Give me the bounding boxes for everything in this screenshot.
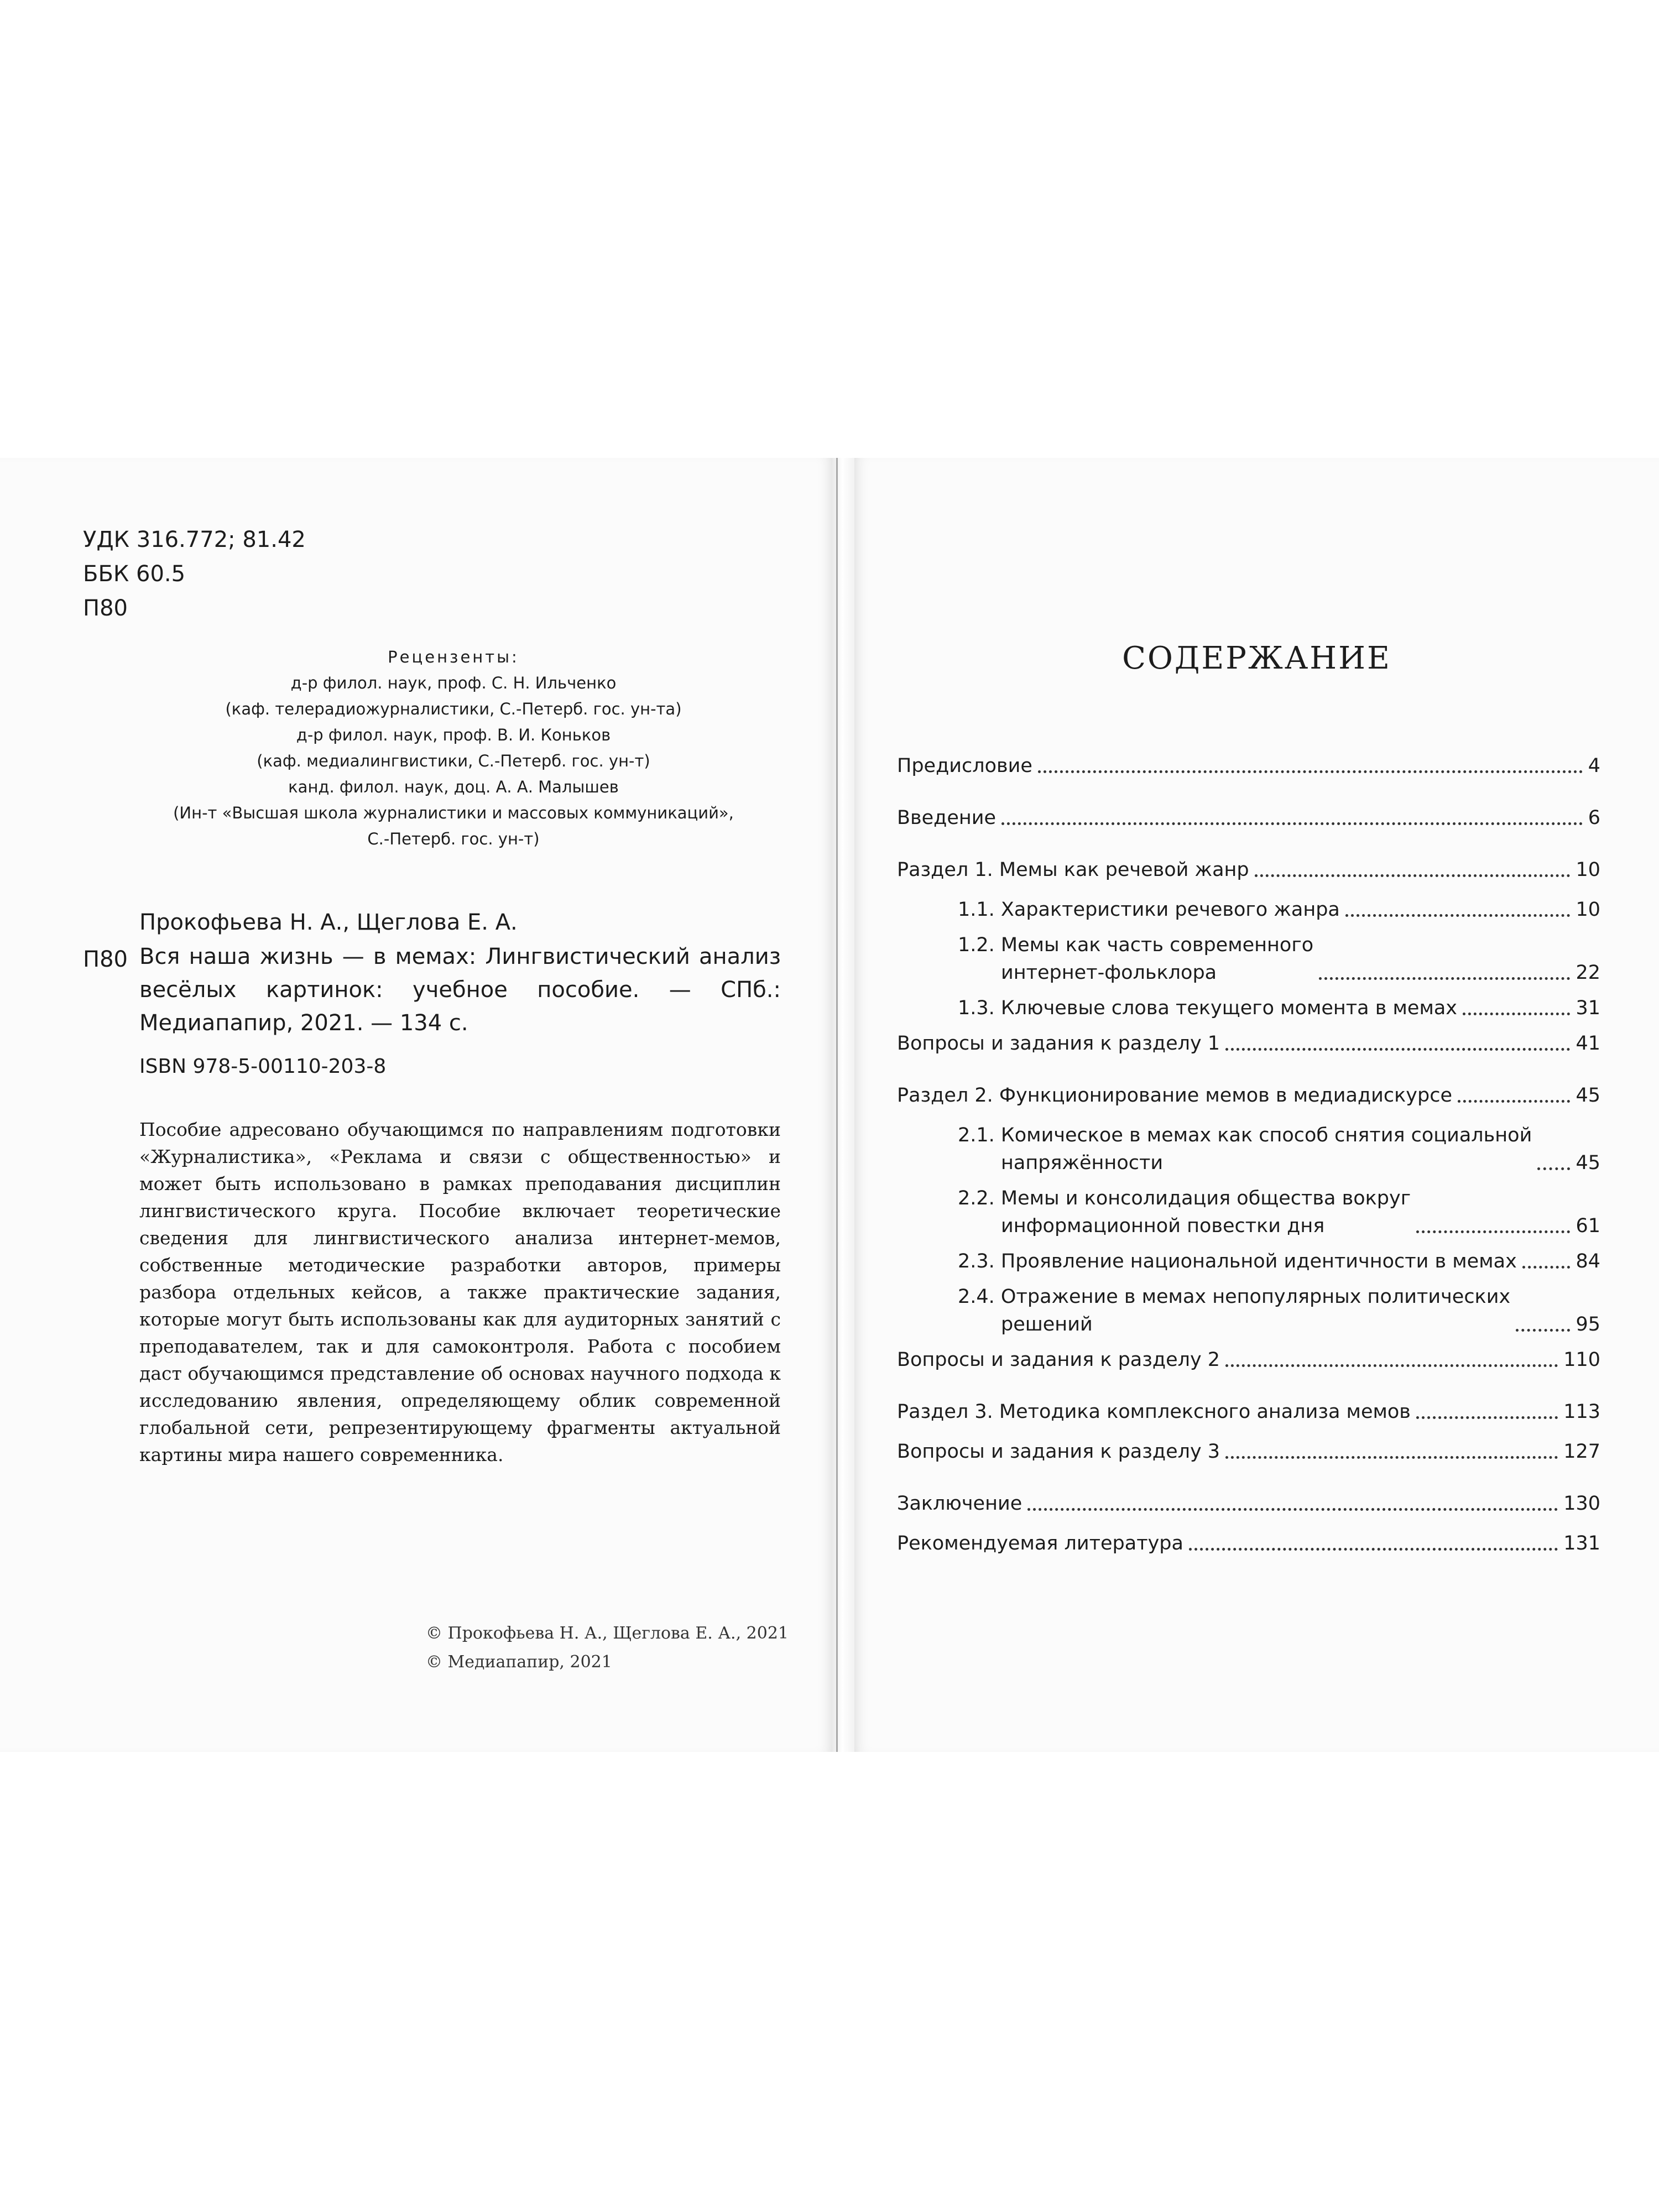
authors-heading: Прокофьева Н. А., Щеглова Е. А. [139, 910, 518, 935]
toc-entry-title [958, 931, 1313, 987]
toc-entry-line: Вопросы и задания к разделу 3 [897, 1441, 1220, 1463]
book-spine [832, 458, 854, 1752]
copyright-authors: © Прокофьева Н. А., Щеглова Е. А., 2021 [426, 1624, 789, 1643]
reviewer-line: канд. филол. наук, доц. А. А. Малышев [288, 778, 619, 796]
toc-entry-line: Раздел 3. Методика комплексного анализа мемов [897, 1401, 1411, 1423]
toc-title: СОДЕРЖАНИЕ [1122, 640, 1391, 676]
toc-leader-dots [1027, 1508, 1558, 1511]
toc-leader-dots [1189, 1548, 1558, 1551]
author-code: П80 [83, 596, 128, 621]
udk-code: УДК 316.772; 81.42 [83, 527, 306, 552]
toc-leader-dots [1255, 874, 1571, 877]
toc-entry [897, 1346, 1600, 1374]
table-of-contents [897, 752, 1600, 1557]
classification-codes [83, 523, 306, 625]
toc-page-number: 4 [1588, 755, 1600, 777]
toc-entry-title [897, 752, 1032, 780]
toc-entry-line: информационной повестки дня [1001, 1215, 1325, 1237]
catalog-code: П80 [83, 947, 128, 972]
toc-leader-dots [1416, 1416, 1558, 1419]
toc-leader-dots [1225, 1364, 1558, 1367]
toc-entry-line: 2.2. Мемы и консолидация общества вокруг [958, 1187, 1411, 1209]
toc-entry [897, 752, 1600, 780]
toc-page-number: 22 [1575, 962, 1600, 984]
toc-leader-dots [1463, 1013, 1570, 1015]
toc-leader-dots [1458, 1100, 1570, 1103]
toc-entry-title [958, 896, 1340, 924]
toc-entry-line: Раздел 1. Мемы как речевой жанр [897, 859, 1249, 881]
toc-entry [897, 1283, 1600, 1338]
toc-entry [897, 931, 1600, 987]
toc-page-number: 131 [1563, 1532, 1600, 1554]
toc-page-number: 84 [1575, 1250, 1600, 1272]
toc-entry [897, 1530, 1600, 1557]
toc-page-number: 6 [1588, 807, 1600, 829]
toc-leader-dots [1319, 977, 1570, 980]
toc-page-number: 10 [1575, 859, 1600, 881]
reviewer-line: д-р филол. наук, проф. С. Н. Ильченко [290, 674, 617, 692]
toc-entry-line: Предисловие [897, 755, 1032, 777]
toc-page-number: 110 [1563, 1349, 1600, 1371]
copyright-publisher: © Медиапапир, 2021 [426, 1652, 612, 1672]
toc-leader-dots [1416, 1230, 1570, 1233]
toc-entry [897, 896, 1600, 924]
toc-entry-title [958, 1121, 1532, 1177]
toc-entry-title [958, 1185, 1411, 1240]
toc-entry-title [897, 1438, 1220, 1465]
reviewers-block [138, 644, 769, 852]
toc-page-number: 113 [1563, 1401, 1600, 1423]
toc-leader-dots [1522, 1266, 1571, 1269]
toc-leader-dots [1225, 1048, 1570, 1051]
toc-entry-line: Раздел 2. Функционирование мемов в медиадискурсе [897, 1084, 1453, 1107]
reviewer-line: С.-Петерб. гос. ун-т) [367, 830, 540, 848]
toc-leader-dots [1345, 914, 1571, 917]
toc-page-number: 41 [1575, 1032, 1600, 1055]
reviewer-line: (каф. телерадиожурналистики, С.-Петерб. гос. ун-та) [225, 700, 682, 718]
toc-entry-title [958, 1248, 1517, 1275]
toc-entry-title [897, 804, 996, 832]
toc-page-number: 127 [1563, 1441, 1600, 1463]
toc-page-number: 10 [1575, 899, 1600, 921]
reviewer-line: д-р филол. наук, проф. В. И. Коньков [296, 726, 611, 744]
toc-leader-dots [1537, 1167, 1570, 1170]
toc-entry-title [958, 994, 1457, 1022]
toc-entry-line: интернет-фольклора [1001, 962, 1217, 984]
toc-entry [897, 1082, 1600, 1109]
toc-entry-line: напряжённости [1001, 1152, 1164, 1174]
toc-entry-title [897, 1530, 1183, 1557]
toc-entry-line: Заключение [897, 1493, 1022, 1515]
toc-entry [897, 1121, 1600, 1177]
toc-entry-title [897, 1398, 1411, 1426]
toc-leader-dots [1225, 1456, 1558, 1459]
toc-entry-line: Вопросы и задания к разделу 1 [897, 1032, 1220, 1055]
reviewer-line: (Ин-т «Высшая школа журналистики и массовых коммуникаций», [173, 804, 734, 822]
spine-shadow-line [836, 458, 838, 1752]
reviewers-heading: Рецензенты: [388, 648, 519, 666]
toc-page-number: 31 [1575, 997, 1600, 1019]
toc-entry-line: 2.3. Проявление национальной идентичности в мемах [958, 1250, 1517, 1272]
toc-entry-line: 1.2. Мемы как часть современного [958, 934, 1314, 956]
toc-entry-title [897, 1346, 1220, 1374]
toc-entry-line: 1.1. Характеристики речевого жанра [958, 899, 1340, 921]
bbk-code: ББК 60.5 [83, 561, 186, 587]
toc-entry-line: Введение [897, 807, 997, 829]
toc-entry-line: Рекомендуемая литература [897, 1532, 1183, 1554]
reviewer-line: (каф. медиалингвистики, С.-Петерб. гос. ун-т) [257, 752, 650, 770]
toc-entry [897, 1248, 1600, 1275]
toc-leader-dots [1516, 1329, 1570, 1332]
toc-entry-title [897, 1490, 1022, 1517]
isbn: ISBN 978-5-00110-203-8 [139, 1055, 387, 1078]
toc-entry [897, 994, 1600, 1022]
toc-entry [897, 804, 1600, 832]
toc-entry-title [897, 1030, 1220, 1057]
toc-page-number: 95 [1575, 1313, 1600, 1335]
toc-entry [897, 1030, 1600, 1057]
toc-page-number: 45 [1575, 1084, 1600, 1107]
toc-page-number: 130 [1563, 1493, 1600, 1515]
toc-leader-dots [1001, 822, 1583, 825]
toc-leader-dots [1038, 770, 1583, 773]
toc-entry [897, 1185, 1600, 1240]
copyright-block [426, 1619, 789, 1677]
toc-entry-line: решений [1001, 1313, 1093, 1335]
toc-page-number: 45 [1575, 1152, 1600, 1174]
toc-entry-line: 2.4. Отражение в мемах непопулярных политических [958, 1286, 1511, 1308]
toc-entry-title [897, 1082, 1452, 1109]
toc-entry-title [958, 1283, 1510, 1338]
abstract-paragraph: Пособие адресовано обучающимся по направлениям подготовки «Журналистика», «Реклама и связи с общественностью» и может быть использовано в рамках преподавания дисциплин лингвистического круга. Пособие включает теоретические сведения для лингвистического анализа интернет-мемов, собственные методические разработки авторов, примеры разбора отдельных кейсов, а также практические задания, которые могут быть использованы как для аудиторных занятий с преподавателем, так и для самоконтроля. Работа с пособием даст обучающимся представление об основах научного подхода к исследованию явления, определяющему облик современной глобальной сети, репрезентирующему фрагменты актуальной картины мира нашего современника. [139, 1119, 781, 1465]
toc-entry-line: Вопросы и задания к разделу 2 [897, 1349, 1220, 1371]
toc-entry-line: 2.1. Комическое в мемах как способ снятия социальной [958, 1124, 1532, 1146]
toc-entry-line: 1.3. Ключевые слова текущего момента в мемах [958, 997, 1458, 1019]
toc-entry [897, 1490, 1600, 1517]
bibliographic-entry: Вся наша жизнь — в мемах: Лингвистический анализ весёлых картинок: учебное пособие. — СПб.: Медиапапир, 2021. — 134 с. [139, 944, 781, 1036]
toc-entry [897, 1438, 1600, 1465]
toc-entry [897, 1398, 1600, 1426]
toc-entry-title [897, 856, 1249, 884]
toc-page-number: 61 [1575, 1215, 1600, 1237]
toc-entry [897, 856, 1600, 884]
